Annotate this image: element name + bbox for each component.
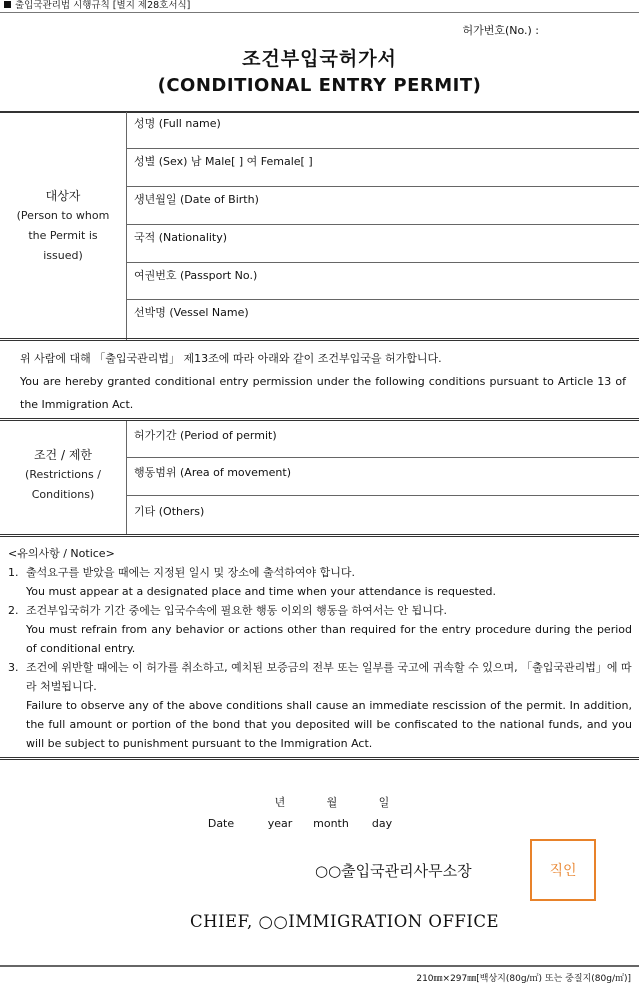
divider (0, 534, 639, 537)
permit-number-label: 허가번호(No.) : (462, 24, 539, 37)
divider (0, 111, 639, 113)
date-year-en: year (267, 817, 293, 830)
title-english: (CONDITIONAL ENTRY PERMIT) (157, 75, 482, 96)
field-passport-no[interactable]: 여권번호 (Passport No.) (134, 269, 258, 282)
date-month-en: month (313, 817, 349, 830)
square-bullet-icon (4, 1, 11, 8)
field-full-name[interactable]: 성명 (Full name) (134, 117, 221, 130)
divider (127, 148, 639, 149)
notice-item (8, 601, 632, 658)
divider (126, 421, 127, 535)
notice-item (8, 658, 632, 753)
divider (0, 418, 639, 421)
field-vessel-name[interactable]: 선박명 (Vessel Name) (134, 306, 249, 319)
official-seal (530, 839, 596, 901)
conditions-label-en-2: Conditions) (31, 488, 95, 501)
paper-spec: 210㎜×297㎜[백상지(80g/㎡) 또는 중질지(80g/㎡)] (416, 974, 631, 984)
divider (127, 457, 639, 458)
subject-label (0, 186, 126, 266)
grant-statement-en: You are hereby granted conditional entry permission under the following conditions pursuant to Article 13 of the Immigration Act. (20, 375, 626, 411)
notice-item-en: Failure to observe any of the above conditions shall cause an immediate rescission of the permit. In addition, the full amount or portion of the bond that you deposited will be confiscated to the national funds, and you will be subject to punishment pursuant to the Immigration Act. (26, 699, 632, 750)
field-nationality[interactable]: 국적 (Nationality) (134, 231, 228, 244)
subject-label-en-2: the Permit is (28, 229, 98, 242)
notice-item-number: 2. (8, 604, 19, 617)
notice-item-number: 3. (8, 661, 19, 674)
divider (127, 186, 639, 187)
notice-item-ko: 조건에 위반할 때에는 이 허가를 취소하고, 예치된 보증금의 전부 또는 일부를 국고에 귀속할 수 있으며, 「출입국관리법」에 따라 처벌됩니다. (26, 661, 632, 693)
date-month-ko: 월 (326, 796, 338, 809)
notice-item (8, 563, 632, 601)
notice-section (8, 544, 632, 753)
office-name-en: CHIEF, ○○IMMIGRATION OFFICE (190, 912, 500, 931)
field-area-of-movement[interactable]: 행동범위 (Area of movement) (134, 466, 291, 479)
field-period-of-permit[interactable]: 허가기간 (Period of permit) (134, 429, 277, 442)
office-name-ko: ○○출입국관리사무소장 (315, 862, 472, 880)
date-year-ko: 년 (274, 796, 286, 809)
date-day-en: day (371, 817, 393, 830)
conditions-label-en-1: (Restrictions / (25, 468, 101, 481)
subject-label-en-1: (Person to whom (16, 209, 110, 222)
date-label-en: Date (207, 817, 235, 830)
divider (127, 262, 639, 263)
divider (126, 112, 127, 340)
field-others[interactable]: 기타 (Others) (134, 505, 205, 518)
subject-label-en-3: issued) (43, 249, 83, 262)
notice-item-number: 1. (8, 566, 19, 579)
notice-item-ko: 출석요구를 받았을 때에는 지정된 일시 및 장소에 출석하여야 합니다. (26, 566, 355, 579)
divider (0, 338, 639, 341)
divider (0, 965, 639, 967)
divider (127, 495, 639, 496)
title-korean: 조건부입국허가서 (242, 48, 397, 70)
divider (127, 299, 639, 300)
seal-label: 직인 (549, 863, 577, 879)
notice-item-en: You must refrain from any behavior or actions other than required for the entry procedure during the period of conditional entry. (26, 623, 632, 655)
conditions-label (0, 445, 126, 505)
grant-statement-ko: 위 사람에 대해 「출입국관리법」 제13조에 따라 아래와 같이 조건부입국을 허가합니다. (20, 352, 442, 365)
conditions-label-ko: 조건 / 제한 (33, 448, 93, 462)
subject-label-ko: 대상자 (45, 189, 81, 203)
date-day-ko: 일 (378, 796, 390, 809)
form-reference (0, 0, 639, 13)
divider (0, 757, 639, 760)
field-sex[interactable]: 성별 (Sex) 남 Male[ ] 여 Female[ ] (134, 155, 313, 168)
field-date-of-birth[interactable]: 생년월일 (Date of Birth) (134, 193, 259, 206)
notice-item-ko: 조건부입국허가 기간 중에는 입국수속에 필요한 행동 이외의 행동을 하여서는 안 됩니다. (26, 604, 447, 617)
divider (127, 224, 639, 225)
grant-statement (20, 347, 626, 416)
notice-item-en: You must appear at a designated place and time when your attendance is requested. (26, 585, 497, 598)
form-reference-text: 출입국관리법 시행규칙 [별지 제28호서식] (15, 0, 191, 11)
notice-heading: <유의사항 / Notice> (8, 547, 115, 560)
